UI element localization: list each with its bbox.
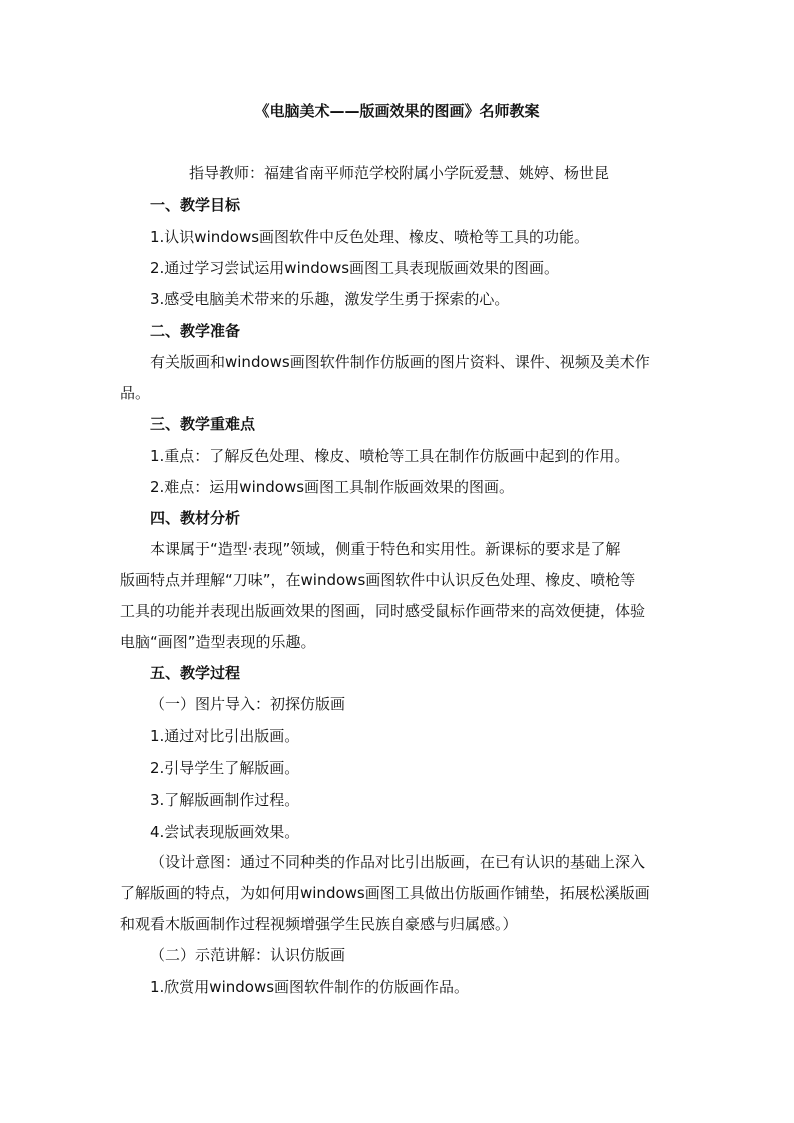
process-step: 1.欣赏用windows画图软件制作的仿版画作品。 (150, 978, 470, 996)
objective-item: 3.感受电脑美术带来的乐趣，激发学生勇于探索的心。 (150, 290, 510, 308)
section-heading-analysis: 四、教材分析 (150, 509, 241, 527)
subsection-heading: （一）图片导入：初探仿版画 (150, 695, 346, 713)
key-point-item: 2.难点：运用windows画图工具制作版画效果的图画。 (150, 478, 515, 496)
subsection-heading: （二）示范讲解：认识仿版画 (150, 946, 346, 964)
section-heading-objectives: 一、教学目标 (150, 196, 241, 214)
design-intent-line: （设计意图：通过不同种类的作品对比引出版画，在已有认识的基础上深入 (150, 853, 646, 871)
objective-item: 2.通过学习尝试运用windows画图工具表现版画效果的图画。 (150, 259, 560, 277)
paragraph-line: 本课属于“造型·表现”领域，侧重于特色和实用性。新课标的要求是了解 (150, 540, 621, 558)
objective-item: 1.认识windows画图软件中反色处理、橡皮、喷枪等工具的功能。 (150, 228, 590, 246)
document-title: 《电脑美术——版画效果的图画》名师教案 (254, 102, 540, 120)
instructor-line: 指导教师：福建省南平师范学校附属小学阮爱慧、姚婷、杨世昆 (189, 164, 610, 182)
paragraph-line: 有关版画和windows画图软件制作仿版画的图片资料、课件、视频及美术作 (150, 353, 650, 371)
design-intent-line: 和观看木版画制作过程视频增强学生民族自豪感与归属感。） (120, 915, 518, 933)
process-step: 1.通过对比引出版画。 (150, 727, 300, 745)
paragraph-line: 版画特点并理解“刀味”，在windows画图软件中认识反色处理、橡皮、喷枪等 (120, 571, 636, 589)
paragraph-line: 工具的功能并表现出版画效果的图画，同时感受鼠标作画带来的高效便捷，体验 (120, 602, 646, 620)
section-heading-preparation: 二、教学准备 (150, 322, 241, 340)
paragraph-line: 品。 (120, 384, 151, 402)
key-point-item: 1.重点：了解反色处理、橡皮、喷枪等工具在制作仿版画中起到的作用。 (150, 447, 630, 465)
design-intent-line: 了解版画的特点，为如何用windows画图工具做出仿版画作铺垫，拓展松溪版画 (120, 884, 650, 902)
section-heading-process: 五、教学过程 (150, 664, 241, 682)
section-heading-key-points: 三、教学重难点 (150, 415, 256, 433)
process-step: 4.尝试表现版画效果。 (150, 823, 300, 841)
process-step: 2.引导学生了解版画。 (150, 759, 300, 777)
process-step: 3.了解版画制作过程。 (150, 791, 300, 809)
paragraph-line: 电脑“画图”造型表现的乐趣。 (120, 633, 316, 651)
